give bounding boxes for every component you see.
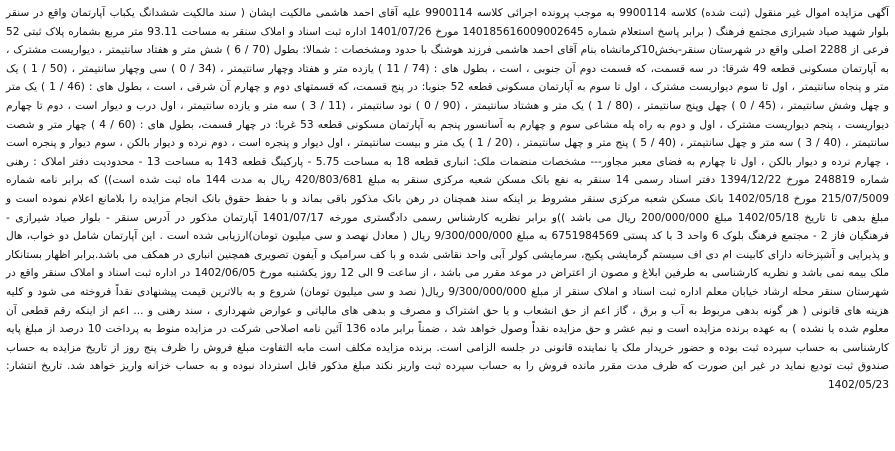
notice-body-text: آگهی مزایده اموال غیر منقول (ثبت شده) کلاسه 9900114 به موجب پرونده اجرائی کلاسه 9900114 علیه آقای احمد هاشمی مالکیت ایشان ( سند مالکیت ششدانگ یکباب آپارتمان واقع در سنقر بلوار شهید صیاد شیرازی مجتمع فرهنگ ( برابر پاسخ استعلام شماره 140185616009002645 مورخ 1401/07/26 اداره ثبت اسناد و املاک سنقر به مساحت 93.11 متر مربع بشماره پلاک ثبتی 52 فرعی از 2288 اصلی واقع در شهرستان سنقر-بخش10کرمانشاه بنام آقای احمد هاشمی فرزند هوشنگ با حدود ومشخصات : شمالا: بطول (70 / 6 ) شش متر و هفتاد سانتیمتر ، دیواریست مشترک ، به آپارتمان مسکونی قطعه 49 شرقا: در سه قسمت، که قسمت دوم آن جنوبی ، است ، بطول های : (74 / 11 ) یازده متر و هفتاد وچهار سانتیمتر ، (34 / 0 ) سی وچهار سانتیمتر ، (50 / 1 ) یک متر و پنجاه سانتیمتر ، اول تا سوم دیواریست مشترک ، اول تا سوم به آپارتمان مسکونی قطعه 52 جنوبا: در پنج قسمت، که قسمتهای دوم و چهارم آن شرقی ، است ، بطول های : (46 / 1 ) یک متر و چهل وشش سانتیمتر ، (45 / 0 ) چهل وپنج سانتیمتر ، (80 / 1 ) یک متر و هشتاد سانتیمتر ، (90 / 0 ) نود سانتیمتر ، (11 / 3 ) سه متر و یازده سانتیمتر ، اول درب و دیوار است ، دوم تا چهارم دیواریست ، پنجم دیواریست مشترک ، اول و دوم به راه پله مشاعی سوم و چهارم به آسانسور پنجم به آپارتمان مسکونی قطعه 53 غربا: در چهار قسمت، بطول های : (60 / 4 ) چهار متر و شصت سانتیمتر ، (40 / 3 ) سه متر و چهل سانتیمتر ، (40 / 5 ) پنج متر و چهل سانتیمتر ، (20 / 1 ) یک متر و بیست سانتیمتر ، اول دیوار و پنجره است ، دوم نرده و دیوار بالکن ، سوم دیوار و پنجره است ، چهارم نرده و دیوار بالکن ، اول تا چهارم به فضای معبر مجاور--- مشخصات منضمات ملک: انباری قطعه 18 به مساحت 5.75 - پارکینگ قطعه 143 به مساحت 13 - محدودیت دفتر املاک : رهنی شماره 248819 مورخ 1394/12/22 دفتر اسناد رسمی 14 سنقر به نفع بانک مسکن شعبه مرکزی سنقر به مبلغ 420/803/681 ریال به مدت 144 ماه ثبت شده است)) که برابر نامه شماره 215/07/5009 مورخ 1402/05/18 بانک مسکن شعبه مرکزی سنقر مشروط بر اینکه سند همچنان در رهن بانک مذکور باقی بماند و با حفظ حقوق بانک انجام مزایده را بلامانع اعلام نموده است و مبلغ بدهی تا تاریخ 1402/05/18 مبلغ 200/000/000 ریال می باشد ))و برابر نظریه کارشناس رسمی دادگستری مورخه 1401/07/17 آپارتمان مذکور در آدرس سنقر - بلوار صیاد شیرازی - فرهنگیان فاز 2 - مجتمع فرهنگ بلوک 6 واحد 3 با کد پستی 6751984569 به مبلغ 9/300/000/000 ریال ( معادل نهصد و سی میلیون تومان)ارزیابی شده است . این آپارتمان شامل دو خواب، هال و پذیرایی و آشپزخانه دارای کابینت ام دی اف سیستم گرمایشی پکیج، سرمایشی کولر آبی واحد نقاشی شده و با کف سرامیک و آیفون تصویری همچنین انباری در همکف می باشد.برابر اظهار بستانکار ملک بیمه نمی باشد و نظریه کارشناسی به طرفین ابلاغ و مصون از اعتراض در موعد مقرر می باشد ، از ساعت 9 الی 12 روز یکشنبه مورخ 1402/06/05 در اداره ثبت اسناد و املاک سنقر واقع در شهرستان سنقر محله ارشاد خیابان معلم اداره ثبت اسناد و املاک سنقر از مبلغ 9/300/000/000 ریال( نصد و سی میلیون تومان) شروع و به بالاترین قیمت پیشنهادی نقداً فروخته می شود و کلیه هزینه های قانونی ( هر گونه بدهی مربوط به آب و برق ، گاز اعم از حق انشعاب و یا حق اشتراک و مصرف و بدهی های مالیاتی و عوارض شهرداری ، سند رهنی و ... اعم از اینکه رقم قطعی آن معلوم شده یا نشده ) به عهده برنده مزایده است و نیم عشر و حق مزایده نقداً وصول خواهد شد ، ضمناً برابر ماده 136 آئین نامه اصلاحی شرکت در مزایده منوط به پرداخت 10 درصد از مبلغ پایه کارشناسی به حساب سپرده ثبت بوده و حضور خریدار ملک یا نماینده قانونی در جلسه الزامی است. برنده مزایده مکلف است مابه التفاوت مبلغ فروش را ظرف پنج روز از تاریخ مزایده به حساب صندوق ثبت تودیع نماید در غیر این صورت که ظرف مدت مقرر مانده فروش را به حساب سپرده ثبت واریز نکند مبلغ مذکور قابل استرداد نبوده و به حساب خزانه واریز خواهد شد. تاریخ انتشار: 1402/05/23 bbox=[6, 7, 890, 391]
